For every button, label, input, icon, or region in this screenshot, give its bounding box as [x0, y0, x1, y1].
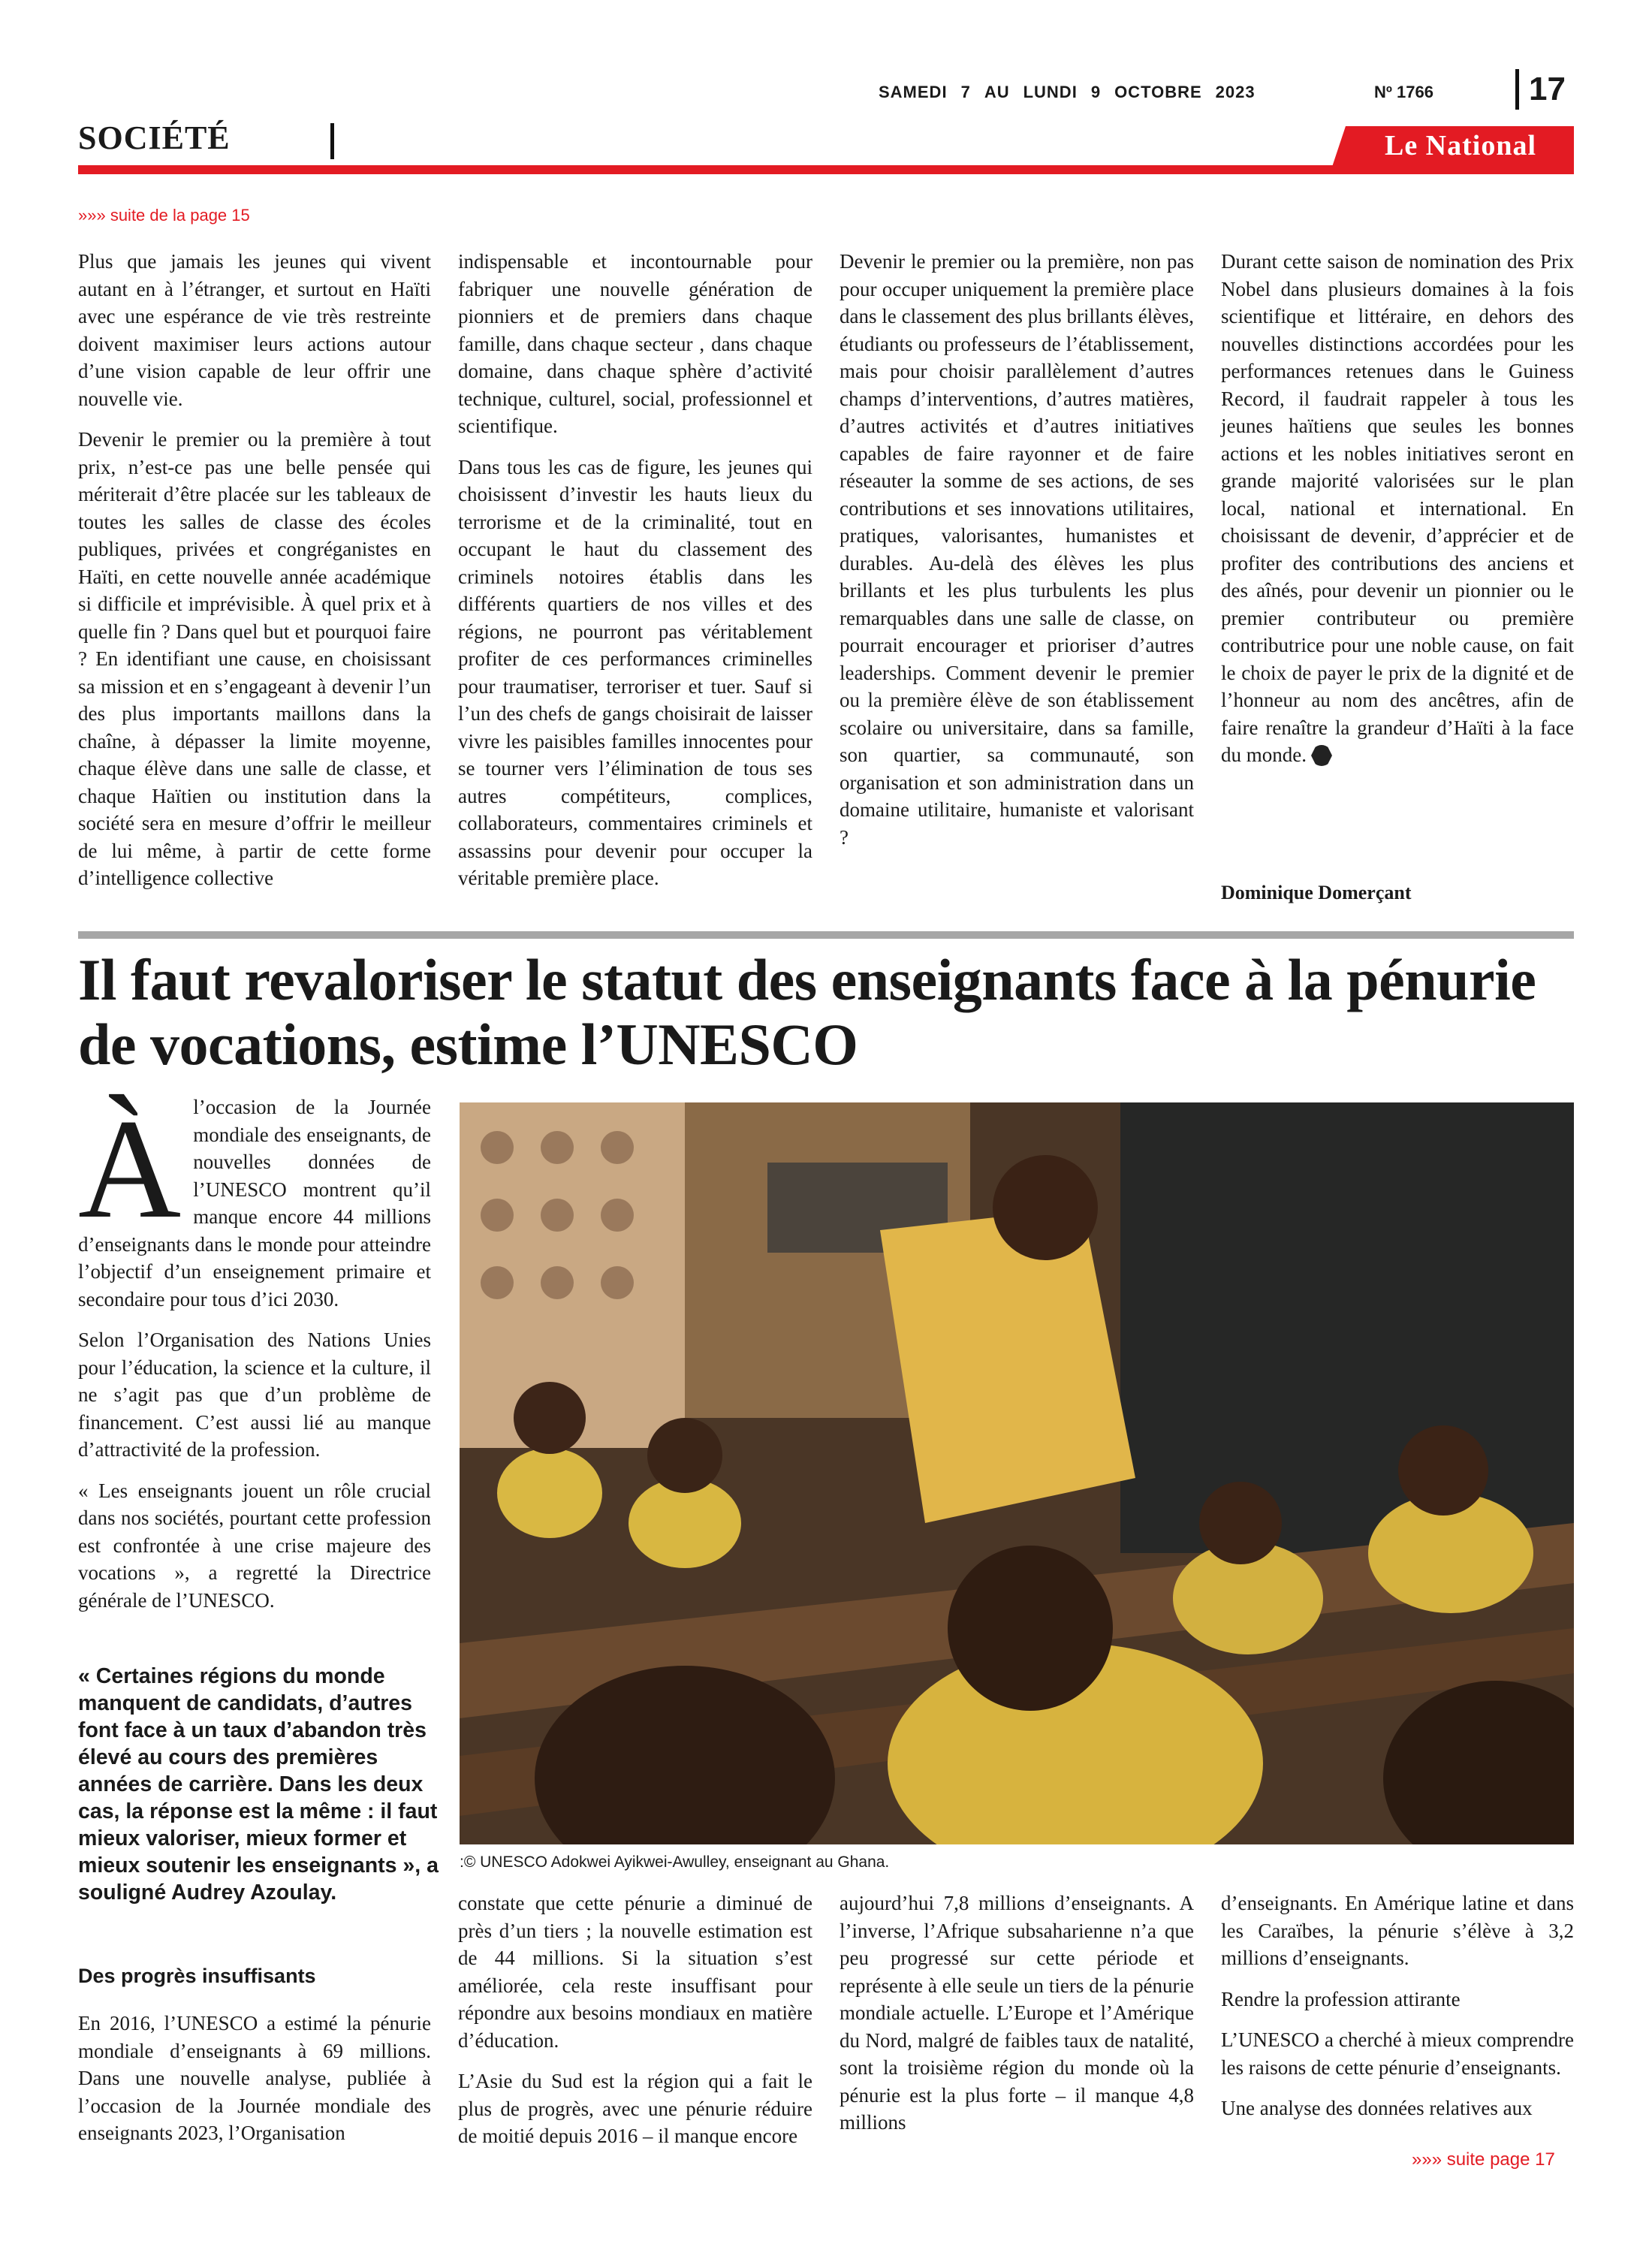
paragraph	[1221, 248, 1574, 769]
column-subheading: Rendre la profession attirante	[1221, 1987, 1461, 2010]
paragraph: d’enseignants. En Amérique latine et dans les Caraïbes, la pénurie s’élève à 3,2 millions d’enseignants.	[1221, 1892, 1574, 1969]
date-day-name: SAMEDI	[879, 83, 948, 101]
article-headline: Il faut revaloriser le statut des enseignants face à la pénurie de vocations, estime l’UNESCO	[78, 947, 1536, 1077]
date-month: OCTOBRE	[1114, 83, 1202, 101]
paragraph: L’Asie du Sud est la région qui a fait le plus de progrès, avec une pénurie réduire de moitié depuis 2016 – il manque encore	[458, 2070, 812, 2147]
paragraph: constate que cette pénurie a diminué de près d’un tiers ; la nouvelle estimation est de 44 millions. Si la situation s’est améliorée, cela reste insuffisant pour répondre aux besoins mondiaux en matière d’éducation.	[458, 1892, 812, 2052]
issue-number: Nº 1766	[1374, 83, 1433, 101]
classroom-photo-illustration	[460, 1102, 1574, 1844]
section-title: SOCIÉTÉ	[78, 119, 231, 156]
header-rule	[78, 165, 1574, 174]
paragraph: Devenir le premier ou la première à tout prix, n’est-ce pas une belle pensée qui mériterait d’être placée sur les tableaux de toutes les salles de classe des écoles publiques, privées et congréganistes en Haïti, en cette nouvelle année académique si difficile et imprévisible. À quel prix et à quelle fin ? Dans quel but et pourquoi faire ? En identifiant une cause, en choisissant sa mission et en s’engageant à devenir l’un des plus importants maillons dans la chaîne, à dépasser la limite moyenne, chaque élève dans une salle de classe, et chaque Haïtien ou institution dans la société sera en mesure d’offrir le meilleur de lui même, à partir de cette forme d’intelligence collective	[78, 428, 431, 889]
article-column-4	[1221, 1890, 1574, 2136]
author-byline: Dominique Domerçant	[1221, 882, 1412, 903]
newspaper-brand: Le National	[1384, 130, 1537, 161]
pull-quote: « Certaines régions du monde manquent de candidats, d’autres font face à un taux d’abandon très élevé au cours des premières années de carrière. Dans les deux cas, la réponse est la même : il faut mieux valoriser, mieux former et mieux soutenir les enseignants », a souligné Audrey Azoulay.	[78, 1664, 439, 1905]
date-day-end: 9	[1090, 83, 1102, 101]
paragraph: En 2016, l’UNESCO a estimé la pénurie mondiale d’enseignants à 69 millions. Dans une nouvelle analyse, publiée à l’occasion de la Journée mondiale des enseignants 2023, l’Organisation	[78, 2012, 431, 2144]
article-separator	[78, 931, 1574, 939]
paragraph: Selon l’Organisation des Nations Unies pour l’éducation, la science et la culture, il ne s’agit pas que d’un problème de financement. C’est aussi lié au manque d’attractivité de la profession.	[78, 1329, 431, 1461]
article-column-2	[458, 1890, 812, 2164]
date-connector: AU	[984, 83, 1010, 101]
classroom-photo	[460, 1102, 1574, 1844]
section-divider	[330, 123, 334, 159]
page-number: 17	[1529, 71, 1566, 107]
paragraph: indispensable et incontournable pour fabriquer une nouvelle génération de pionniers et de premiers dans chaque famille, dans chaque secteur , dans chaque domaine, dans chaque sphère d’activité technique, culturel, social, professionnel et scientifique.	[458, 250, 812, 437]
article-column-3	[840, 1890, 1194, 2150]
prev-article-column-1	[78, 248, 431, 906]
issue-date	[879, 83, 1269, 102]
prev-article-column-2	[458, 248, 812, 906]
end-of-article-icon	[1311, 745, 1332, 766]
paragraph: L’UNESCO a cherché à mieux comprendre les raisons de cette pénurie d’enseignants.	[1221, 2028, 1574, 2079]
paragraph: « Les enseignants jouent un rôle crucial dans nos sociétés, pourtant cette profession est confrontée à une crise majeure des vocations », a regretté la Directrice générale de l’UNESCO.	[78, 1479, 431, 1612]
continued-to: »»» suite page 17	[1412, 2149, 1555, 2170]
paragraph: aujourd’hui 7,8 millions d’enseignants. A l’inverse, l’Afrique subsaharienne n’a que peu progressé sur cette période et représente à elle seule un tiers de la pénurie mondiale actuelle. L’Europe et l’Amérique du Nord, malgré de faibles taux de natalité, sont la troisième région du monde où la pénurie est la plus forte – il manque 4,8 millions	[840, 1892, 1194, 2134]
prev-article-column-4	[1221, 248, 1574, 783]
prev-article-column-3	[840, 248, 1194, 864]
paragraph: Dans tous les cas de figure, les jeunes qui choisissent d’investir les hauts lieux du terrorisme et de la criminalité, tout en occupant le haut du classement des criminels notoires établis dans les différents quartiers de nos villes et des régions, ne pourront pas véritablement profiter de ces performances criminelles pour traumatiser, terroriser et tuer. Sauf si l’un des chefs de gangs choisirait de laisser vivre les paisibles familles innocentes pour se tourner vers l’élimination de tous ses autres compétiteurs, complices, collaborateurs, commentaires criminels et assassins pour devenir pour occuper la véritable première place.	[458, 455, 812, 889]
paragraph: Devenir le premier ou la première, non pas pour occuper uniquement la première place dans le classement des plus brillants élèves, étudiants ou professeurs de l’établissement, mais pour choisir parallèlement d’autres champs d’interventions, d’autres matières, d’autres activités et d’autres initiatives capables de faire rayonner et de faire réseauter la somme de ses actions, de ses contributions et ses innovations utilitaires, pratiques, valorisantes, humanistes et durables. Au-delà des élèves les plus brillants et les plus turbulents les plus remarquables dans une salle de classe, on pourrait encourager et prioriser d’autres leaderships. Comment devenir le premier ou la première élève de son établissement scolaire ou universitaire, dans sa famille, son quartier, sa communauté, son organisation et son administration dans un domaine utilitaire, humaniste et valorisant ?	[840, 250, 1194, 849]
paragraph-text: Durant cette saison de nomination des Prix Nobel dans plusieurs domaines à la fois scientifique et littéraire, en dehors des nouvelles distinctions accordées pour les performances retenues dans le Guiness Record, il faudrait rappeler à tous les jeunes haïtiens que seules les bonnes actions et les nobles initiatives seront en grande majorité valorisées sur le plan local, national et international. En choisissant de devenir, d’apprécier et de profiter des contributions des anciens et des aînés, pour devenir un pionnier ou le premier contributeur ou première contributrice pour une noble cause, on fait le choix de payer le prix de la dignité et de l’honneur au nom des ancêtres, afin de faire renaître la grandeur d’Haïti à la face du monde.	[1221, 250, 1574, 766]
lead-paragraph	[78, 1090, 431, 1313]
drop-cap: À	[78, 1090, 182, 1248]
article-column-1	[78, 1090, 431, 1627]
date-day-name-end: LUNDI	[1023, 83, 1078, 101]
date-year: 2023	[1215, 83, 1256, 101]
photo-caption: :© UNESCO Adokwei Ayikwei-Awulley, enseignant au Ghana.	[460, 1853, 890, 1871]
section-subheading: Des progrès insuffisants	[78, 1965, 316, 1987]
lead-text: l’occasion de la Journée mondiale des enseignants, de nouvelles données de l’UNESCO montrent qu’il manque encore 44 millions d’enseignants dans le monde pour atteindre l’objectif d’un enseignement primaire et secondaire pour tous d’ici 2030.	[78, 1096, 431, 1310]
paragraph: Plus que jamais les jeunes qui vivent autant en à l’étranger, et surtout en Haïti avec une espérance de vie très restreinte doivent maximiser leurs actions autour d’une vision capable de leur offrir une nouvelle vie.	[78, 250, 431, 410]
paragraph: Une analyse des données relatives aux	[1221, 2097, 1533, 2119]
continued-from: »»» suite de la page 15	[78, 206, 250, 225]
date-day-start: 7	[960, 83, 971, 101]
article-column-1-end	[78, 2010, 431, 2161]
page-number-divider	[1515, 69, 1519, 110]
